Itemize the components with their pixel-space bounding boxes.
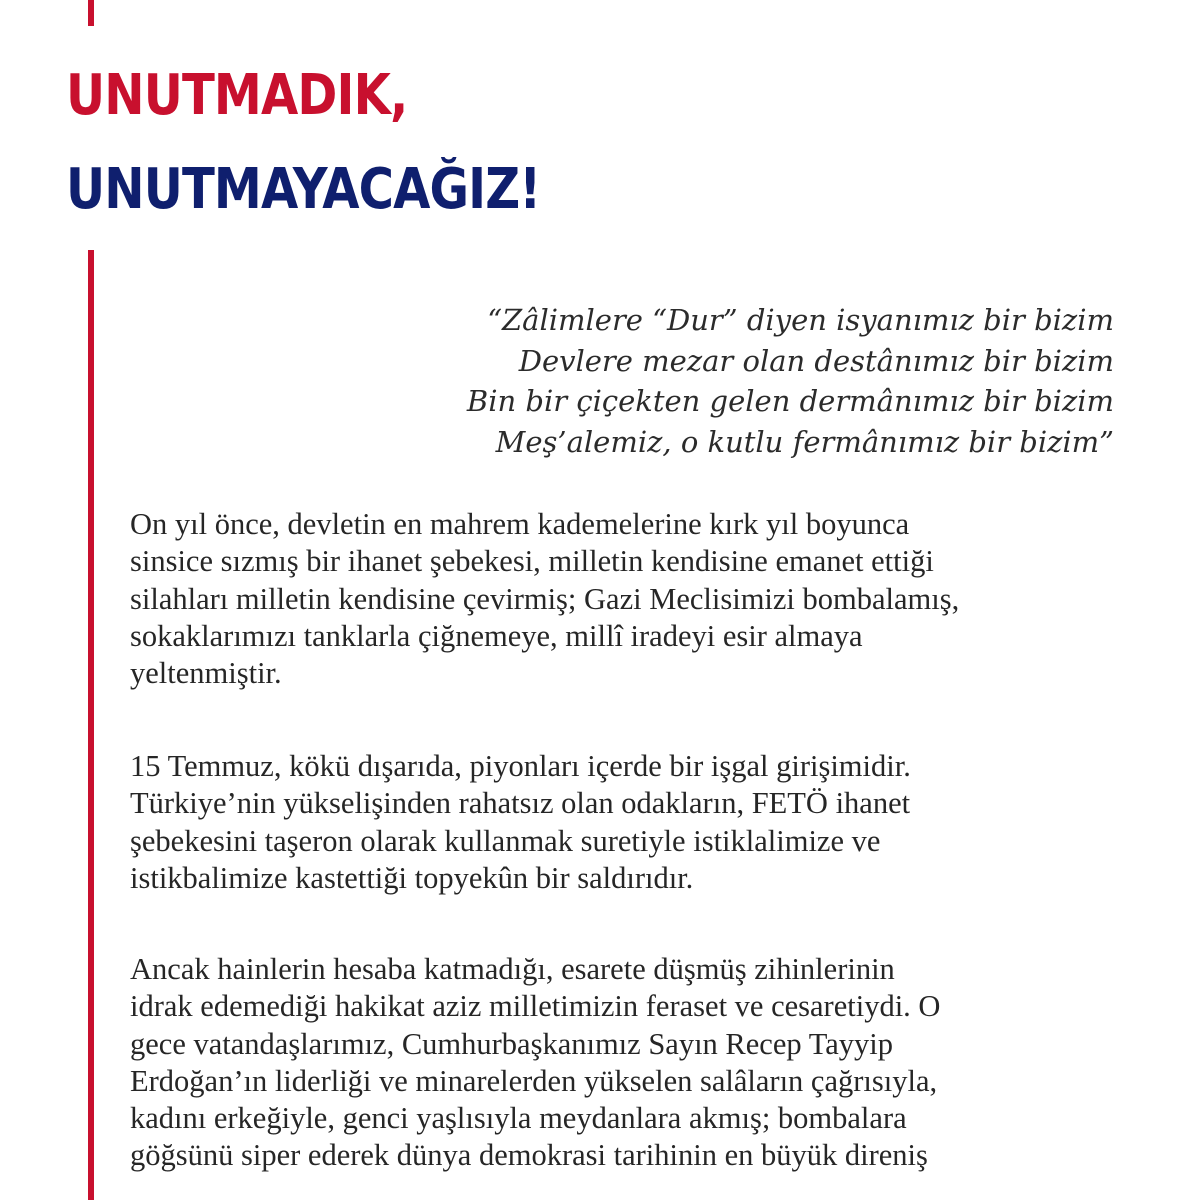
paragraph-line: Türkiye’nin yükselişinden rahatsız olan odakların, FETÖ ihanet (130, 786, 911, 821)
paragraph-line: On yıl önce, devletin en mahrem kademelerine kırk yıl boyunca (130, 507, 910, 541)
headline-line-2: UNUTMAYACAĞIZ! (66, 157, 541, 222)
paragraph-line: şebekesini taşeron olarak kullanmak suretiyle istiklalimize ve (130, 823, 881, 858)
paragraph-line: sinsice sızmış bir ihanet şebekesi, milletin kendisine emanet ettiği (130, 544, 934, 579)
poem-line: “Zâlimlere “Dur” diyen isyanımız bir bizim (487, 303, 1114, 337)
paragraph-2 (130, 748, 1110, 897)
paragraph-line: yeltenmiştir. (130, 656, 282, 691)
paragraph-line: göğsünü siper ederek dünya demokrasi tarihinin en büyük direniş (130, 1138, 928, 1173)
accent-bar-top (88, 0, 94, 26)
headline-line-1: UNUTMADIK, (66, 63, 408, 128)
poem-line: Meş’alemiz, o kutlu fermânımız bir bizim” (495, 424, 1114, 459)
paragraph-line: 15 Temmuz, kökü dışarıda, piyonları içerde bir işgal girişimidir. (130, 749, 911, 783)
poem-quote (467, 300, 1114, 462)
poem-line: Devlere mezar olan destânımız bir bizim (518, 343, 1114, 378)
paragraph-line: kadını erkeğiyle, genci yaşlısıyla meydanlara akmış; bombalara (130, 1101, 907, 1136)
poem-line: Bin bir çiçekten gelen dermânımız bir bizim (466, 384, 1114, 418)
paragraph-line: gece vatandaşlarımız, Cumhurbaşkanımız Sayın Recep Tayyip (130, 1026, 893, 1061)
paragraph-3 (130, 951, 1110, 1175)
paragraph-line: idrak edemediği hakikat aziz milletimizin feraset ve cesaretiydi. O (130, 989, 941, 1024)
paragraph-line: Ancak hainlerin hesaba katmadığı, esarete düşmüş zihinlerinin (130, 952, 895, 986)
paragraph-line: sokaklarımızı tanklarla çiğnemeye, millî iradeyi esir almaya (130, 618, 863, 653)
paragraph-line: istikbalimize kastettiği topyekûn bir saldırıdır. (130, 860, 694, 895)
paragraph-1 (130, 506, 1110, 692)
paragraph-line: silahları milletin kendisine çevirmiş; Gazi Meclisimizi bombalamış, (130, 581, 960, 616)
accent-bar-side (88, 250, 94, 1200)
paragraph-line: Erdoğan’ın liderliği ve minarelerden yükselen salâların çağrısıyla, (130, 1063, 938, 1098)
